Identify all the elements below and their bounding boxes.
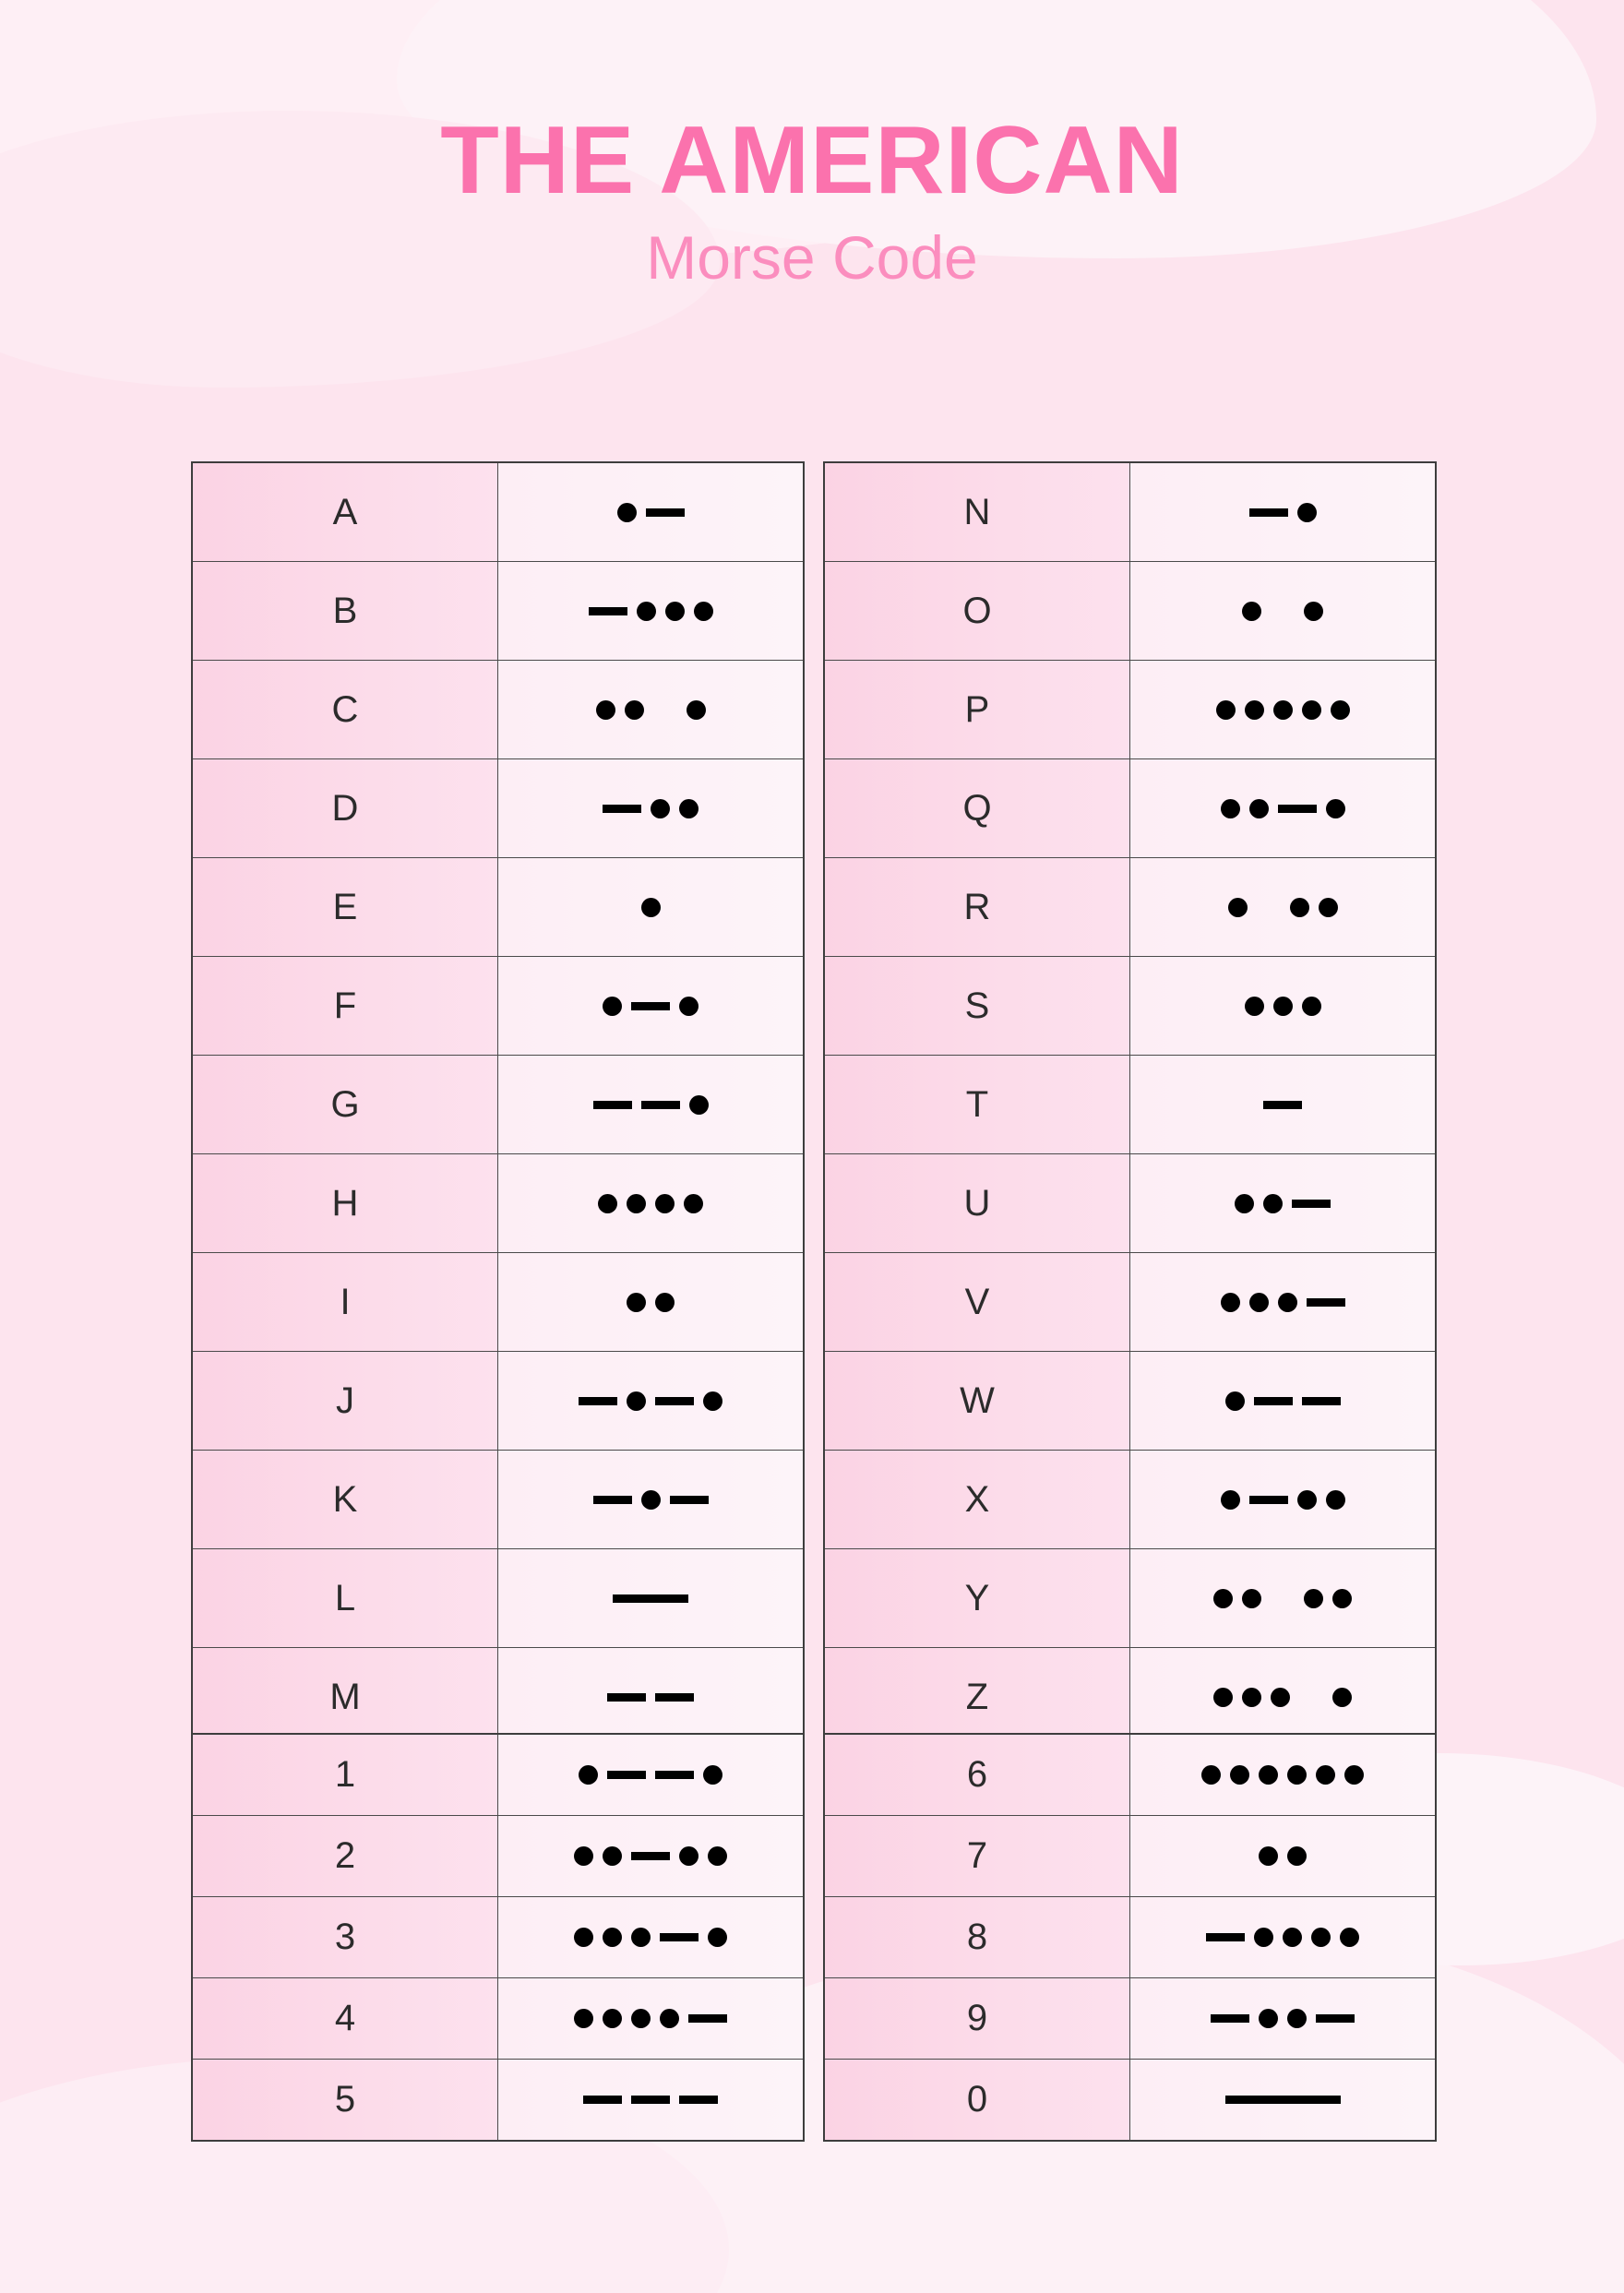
character-cell: N (824, 462, 1130, 562)
morse-dash (589, 607, 627, 615)
morse-dot (655, 1293, 675, 1312)
morse-dot (1311, 1928, 1331, 1947)
character-cell: P (824, 661, 1130, 759)
morse-extra-long-dash (1225, 2096, 1341, 2104)
morse-dash (1307, 1298, 1345, 1307)
morse-symbols (498, 1648, 803, 1746)
morse-dash (670, 1496, 709, 1504)
table-row (824, 1154, 1436, 1253)
numbers-table-left (191, 1733, 805, 2142)
morse-dot (703, 1765, 722, 1785)
morse-dash (1263, 1101, 1302, 1109)
morse-code-cell (1130, 661, 1437, 759)
morse-dot (1213, 1688, 1233, 1707)
character-cell: W (824, 1352, 1130, 1451)
morse-symbols (498, 463, 803, 561)
table-row (192, 562, 804, 661)
morse-dot (1230, 1765, 1249, 1785)
morse-symbols (1130, 759, 1435, 857)
morse-dot (1245, 700, 1264, 720)
morse-dash (607, 1693, 646, 1702)
table-row (824, 1451, 1436, 1549)
morse-symbols (1130, 1549, 1435, 1647)
character-cell: U (824, 1154, 1130, 1253)
morse-symbols (1130, 1451, 1435, 1548)
character-cell: I (192, 1253, 498, 1352)
table-row (192, 759, 804, 858)
morse-dot (1332, 1688, 1352, 1707)
table-row (824, 1897, 1436, 1978)
table-row (824, 1056, 1436, 1154)
character-cell: 6 (824, 1734, 1130, 1816)
table-row (824, 661, 1436, 759)
morse-symbols (1130, 1154, 1435, 1252)
table-row (192, 462, 804, 562)
morse-dash (1211, 2014, 1249, 2023)
morse-dot (1263, 1194, 1283, 1213)
morse-symbols (498, 1549, 803, 1647)
morse-dash (655, 1397, 694, 1405)
morse-dot (1287, 1765, 1307, 1785)
table-row (824, 562, 1436, 661)
morse-code-cell (1130, 1451, 1437, 1549)
table-row (824, 858, 1436, 957)
morse-symbols (498, 1816, 803, 1896)
character-cell: X (824, 1451, 1130, 1549)
morse-symbols (498, 1978, 803, 2059)
morse-code-cell (1130, 1734, 1437, 1816)
morse-dash (1254, 1397, 1293, 1405)
table-row (824, 1734, 1436, 1816)
morse-code-cell (1130, 1897, 1437, 1978)
morse-dot (574, 2009, 593, 2028)
morse-code-cell (498, 1978, 805, 2060)
morse-dash (631, 1852, 670, 1860)
morse-dot (1297, 503, 1317, 522)
character-cell: E (192, 858, 498, 957)
morse-dash (641, 1101, 680, 1109)
morse-dot (1228, 898, 1248, 917)
table-row (192, 1897, 804, 1978)
morse-symbols (1130, 1897, 1435, 1977)
morse-dot (1201, 1765, 1221, 1785)
morse-dot (1235, 1194, 1254, 1213)
morse-dot (708, 1928, 727, 1947)
morse-code-cell (498, 1897, 805, 1978)
morse-dot (651, 799, 670, 818)
morse-dot (617, 503, 637, 522)
morse-code-cell (498, 1253, 805, 1352)
morse-dot (1302, 700, 1321, 720)
morse-dot (1259, 1765, 1278, 1785)
table-row (192, 858, 804, 957)
morse-symbols (1130, 2060, 1435, 2140)
morse-dash (631, 2096, 670, 2104)
morse-code-cell (1130, 957, 1437, 1056)
morse-code-cell (498, 661, 805, 759)
morse-symbols (498, 1056, 803, 1153)
morse-dot (598, 1194, 617, 1213)
morse-dot (631, 2009, 651, 2028)
morse-dot (1242, 1688, 1261, 1707)
morse-symbols (1130, 957, 1435, 1055)
morse-code-cell (1130, 2060, 1437, 2142)
morse-code-cell (1130, 1253, 1437, 1352)
morse-dash (593, 1101, 632, 1109)
morse-dash (603, 805, 641, 813)
character-cell: O (824, 562, 1130, 661)
morse-dash (646, 508, 685, 517)
morse-symbols (498, 759, 803, 857)
morse-code-cell (498, 2060, 805, 2142)
morse-dash (1249, 1496, 1288, 1504)
morse-dot (1304, 1589, 1323, 1608)
numbers-table-right (823, 1733, 1437, 2142)
morse-dash (579, 1397, 617, 1405)
morse-code-cell (498, 1734, 805, 1816)
table-row (192, 1352, 804, 1451)
letters-section (191, 461, 1437, 1748)
morse-code-cell (1130, 858, 1437, 957)
table-row (824, 1549, 1436, 1648)
morse-dot (1302, 997, 1321, 1016)
morse-dot (1304, 602, 1323, 621)
morse-symbols (498, 957, 803, 1055)
morse-dot (574, 1928, 593, 1947)
morse-symbols (1130, 1648, 1435, 1746)
table-row (192, 1978, 804, 2060)
morse-dot (1216, 700, 1236, 720)
morse-code-cell (1130, 562, 1437, 661)
morse-dot (679, 1846, 699, 1866)
morse-dot (1249, 799, 1269, 818)
morse-code-cell (498, 1154, 805, 1253)
morse-symbols (1130, 1735, 1435, 1815)
morse-dash (593, 1496, 632, 1504)
morse-code-cell (498, 858, 805, 957)
morse-dot (687, 700, 706, 720)
morse-dot (1287, 2009, 1307, 2028)
morse-code-cell (1130, 1648, 1437, 1748)
morse-dash (1249, 508, 1288, 517)
morse-symbols (498, 1735, 803, 1815)
morse-dot (660, 2009, 679, 2028)
table-row (824, 462, 1436, 562)
morse-dot (1259, 1846, 1278, 1866)
morse-dash (1316, 2014, 1355, 2023)
character-cell: V (824, 1253, 1130, 1352)
morse-dot (1221, 799, 1240, 818)
morse-dash (583, 2096, 622, 2104)
character-cell: B (192, 562, 498, 661)
table-row (824, 2060, 1436, 2142)
character-cell: 8 (824, 1897, 1130, 1978)
morse-dot (1326, 1490, 1345, 1510)
character-cell: R (824, 858, 1130, 957)
morse-symbols (1130, 1978, 1435, 2059)
letters-right-body (824, 462, 1436, 1747)
morse-symbols (1130, 1056, 1435, 1153)
morse-dot (627, 1194, 646, 1213)
numbers-left-body (192, 1734, 804, 2141)
morse-dot (655, 1194, 675, 1213)
character-cell: F (192, 957, 498, 1056)
morse-code-cell (1130, 1816, 1437, 1897)
character-cell: 2 (192, 1816, 498, 1897)
morse-dash (607, 1771, 646, 1779)
morse-code-cell (1130, 462, 1437, 562)
morse-code-cell (498, 957, 805, 1056)
character-cell: 1 (192, 1734, 498, 1816)
poster-header (0, 0, 1624, 292)
morse-dot (1254, 1928, 1273, 1947)
morse-dot (708, 1846, 727, 1866)
morse-dot (1242, 602, 1261, 621)
morse-dot (1332, 1589, 1352, 1608)
morse-dot (1273, 700, 1293, 720)
morse-dot (641, 898, 661, 917)
morse-dot (603, 2009, 622, 2028)
table-row (192, 2060, 804, 2142)
table-row (824, 1978, 1436, 2060)
morse-dot (679, 997, 699, 1016)
morse-symbols (1130, 1816, 1435, 1896)
character-cell: Z (824, 1648, 1130, 1748)
morse-dot (689, 1095, 709, 1115)
character-cell: 9 (824, 1978, 1130, 2060)
morse-dot (625, 700, 644, 720)
character-cell: G (192, 1056, 498, 1154)
morse-dot (596, 700, 615, 720)
morse-dot (694, 602, 713, 621)
morse-dot (603, 1928, 622, 1947)
letters-table-right (823, 461, 1437, 1748)
morse-code-cell (498, 759, 805, 858)
morse-dot (684, 1194, 703, 1213)
morse-dot (1290, 898, 1309, 917)
table-row (824, 1352, 1436, 1451)
character-cell: D (192, 759, 498, 858)
morse-dash (679, 2096, 718, 2104)
morse-symbols (498, 661, 803, 758)
morse-symbols (498, 1253, 803, 1351)
morse-dot (1271, 1688, 1290, 1707)
character-cell: 3 (192, 1897, 498, 1978)
table-row (824, 1816, 1436, 1897)
table-row (192, 661, 804, 759)
table-row (192, 1056, 804, 1154)
morse-dot (1316, 1765, 1335, 1785)
morse-symbols (1130, 1352, 1435, 1450)
table-row (192, 957, 804, 1056)
morse-code-cell (1130, 759, 1437, 858)
table-row (192, 1154, 804, 1253)
morse-dot (1213, 1589, 1233, 1608)
character-cell: T (824, 1056, 1130, 1154)
page-subtitle: Morse Code (646, 223, 978, 293)
character-cell: S (824, 957, 1130, 1056)
morse-symbols (498, 1451, 803, 1548)
morse-dot (1319, 898, 1338, 917)
morse-dot (574, 1846, 593, 1866)
morse-dash (660, 1933, 699, 1941)
numbers-section (191, 1733, 1437, 2142)
morse-code-cell (1130, 1978, 1437, 2060)
morse-dash (631, 1002, 670, 1010)
morse-code-cell (498, 462, 805, 562)
table-row (824, 1253, 1436, 1352)
table-row (824, 1648, 1436, 1748)
morse-dot (1344, 1765, 1364, 1785)
morse-dot (603, 997, 622, 1016)
morse-dot (641, 1490, 661, 1510)
morse-dot (1287, 1846, 1307, 1866)
morse-dot (1283, 1928, 1302, 1947)
table-row (192, 1253, 804, 1352)
morse-symbols (498, 1897, 803, 1977)
morse-dot (1249, 1293, 1269, 1312)
morse-dot (1340, 1928, 1359, 1947)
character-cell: 4 (192, 1978, 498, 2060)
morse-long-dash (613, 1594, 688, 1603)
character-cell: J (192, 1352, 498, 1451)
morse-dot (1225, 1391, 1245, 1411)
morse-code-cell (498, 1352, 805, 1451)
morse-dot (1326, 799, 1345, 818)
morse-dash (1292, 1200, 1331, 1208)
table-row (192, 1451, 804, 1549)
morse-dot (1245, 997, 1264, 1016)
morse-dot (1278, 1293, 1297, 1312)
morse-dot (703, 1391, 722, 1411)
table-row (824, 759, 1436, 858)
morse-dot (627, 1293, 646, 1312)
morse-dash (655, 1693, 694, 1702)
table-row (192, 1734, 804, 1816)
character-cell: 0 (824, 2060, 1130, 2142)
morse-symbols (1130, 562, 1435, 660)
morse-dot (579, 1765, 598, 1785)
table-row (824, 957, 1436, 1056)
morse-dash (1206, 1933, 1245, 1941)
morse-dash (1302, 1397, 1341, 1405)
morse-symbols (498, 1154, 803, 1252)
morse-symbols (498, 2060, 803, 2140)
morse-dot (1221, 1293, 1240, 1312)
character-cell: H (192, 1154, 498, 1253)
morse-symbols (498, 858, 803, 956)
morse-dot (603, 1846, 622, 1866)
page-title: THE AMERICAN (440, 107, 1184, 214)
morse-dash (688, 2014, 727, 2023)
character-cell: K (192, 1451, 498, 1549)
morse-code-cell (498, 1451, 805, 1549)
morse-symbols (498, 562, 803, 660)
morse-code-cell (1130, 1549, 1437, 1648)
letters-left-body (192, 462, 804, 1747)
morse-code-cell (498, 1648, 805, 1748)
morse-dot (627, 1391, 646, 1411)
morse-dot (679, 799, 699, 818)
morse-dash (655, 1771, 694, 1779)
character-cell: C (192, 661, 498, 759)
character-cell: Y (824, 1549, 1130, 1648)
morse-code-cell (498, 1056, 805, 1154)
morse-dot (1242, 1589, 1261, 1608)
morse-code-cell (1130, 1154, 1437, 1253)
character-cell: M (192, 1648, 498, 1748)
character-cell: A (192, 462, 498, 562)
morse-dash (1278, 805, 1317, 813)
morse-code-cell (498, 1816, 805, 1897)
morse-code-cell (498, 562, 805, 661)
morse-code-cell (1130, 1056, 1437, 1154)
morse-dot (637, 602, 656, 621)
morse-symbols (1130, 661, 1435, 758)
character-cell: Q (824, 759, 1130, 858)
numbers-right-body (824, 1734, 1436, 2141)
morse-dot (1331, 700, 1350, 720)
table-row (192, 1816, 804, 1897)
morse-code-cell (498, 1549, 805, 1648)
morse-dot (1273, 997, 1293, 1016)
table-row (192, 1648, 804, 1748)
character-cell: 5 (192, 2060, 498, 2142)
morse-dot (665, 602, 685, 621)
morse-symbols (1130, 463, 1435, 561)
morse-dot (1259, 2009, 1278, 2028)
letters-table-left (191, 461, 805, 1748)
morse-symbols (1130, 858, 1435, 956)
character-cell: 7 (824, 1816, 1130, 1897)
table-row (192, 1549, 804, 1648)
morse-code-cell (1130, 1352, 1437, 1451)
morse-dot (1221, 1490, 1240, 1510)
morse-dot (1297, 1490, 1317, 1510)
morse-dot (631, 1928, 651, 1947)
morse-symbols (498, 1352, 803, 1450)
character-cell: L (192, 1549, 498, 1648)
morse-symbols (1130, 1253, 1435, 1351)
